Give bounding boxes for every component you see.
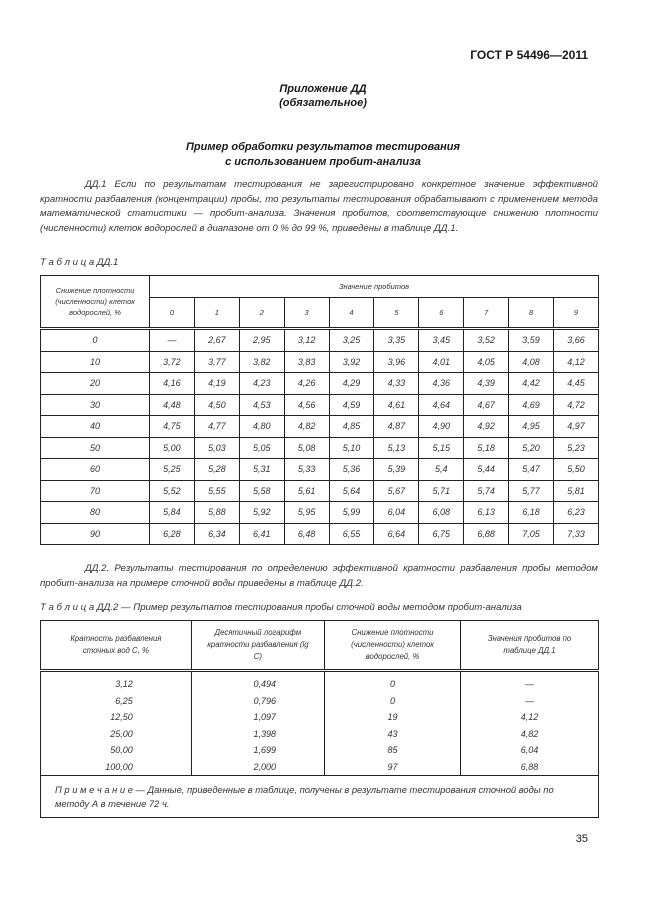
table-cell: 6,75	[419, 523, 464, 545]
table-cell: 1,699	[191, 742, 324, 759]
table-cell: 5,13	[374, 437, 419, 459]
column-header: 2	[239, 298, 284, 329]
table-cell: 3,52	[464, 329, 509, 352]
column-header: 6	[419, 298, 464, 329]
table-cell: 3,12	[41, 671, 192, 693]
table-cell: 25,00	[41, 726, 192, 743]
table-cell: 4,56	[284, 394, 329, 416]
table-cell: 4,45	[554, 373, 599, 395]
table-cell: 4,90	[419, 416, 464, 438]
column-header: 9	[554, 298, 599, 329]
table-cell: 4,33	[374, 373, 419, 395]
row-label: 30	[41, 394, 150, 416]
table-cell: 3,92	[329, 351, 374, 373]
table-cell: 5,00	[150, 437, 195, 459]
table-row	[41, 709, 599, 726]
table-cell: 4,92	[464, 416, 509, 438]
table-row	[41, 416, 599, 438]
table-cell: 4,36	[419, 373, 464, 395]
table-cell: 4,95	[509, 416, 554, 438]
table-cell: 4,85	[329, 416, 374, 438]
table-row	[41, 759, 599, 776]
table-cell: 5,33	[284, 459, 329, 481]
table-cell: 5,74	[464, 480, 509, 502]
table-cell: 6,08	[419, 502, 464, 524]
table-cell: 4,72	[554, 394, 599, 416]
table-row	[41, 459, 599, 481]
table-cell: 4,48	[150, 394, 195, 416]
annex-title: Приложение ДД	[279, 83, 367, 95]
table-cell: 5,99	[329, 502, 374, 524]
row-label: 90	[41, 523, 150, 545]
table-cell: 5,92	[239, 502, 284, 524]
table-cell: 3,83	[284, 351, 329, 373]
table-cell: 7,05	[509, 523, 554, 545]
table-cell: 6,64	[374, 523, 419, 545]
row-label: 60	[41, 459, 150, 481]
table-cell: 4,61	[374, 394, 419, 416]
table-cell: 4,16	[150, 373, 195, 395]
table-cell: 5,61	[284, 480, 329, 502]
table-cell: 4,05	[464, 351, 509, 373]
paragraph-dd2: ДД.2. Результаты тестирования по определению эффективной кратности разбавления пробы методом пробит-анализа на примере сточной воды приведены в таблице ДД.2.	[40, 563, 598, 589]
table-cell: —	[150, 329, 195, 352]
column-header: Снижение плотности (численности) клеток водорослей, %	[324, 621, 460, 671]
table1-caption: Т а б л и ц а ДД.1	[40, 257, 119, 268]
table-cell: 6,28	[150, 523, 195, 545]
table-cell: 6,18	[509, 502, 554, 524]
table-cell: 4,69	[509, 394, 554, 416]
table-cell: 4,08	[509, 351, 554, 373]
annex-status: (обязательное)	[279, 97, 367, 109]
table-cell: 0	[324, 693, 460, 710]
row-label: 50	[41, 437, 150, 459]
table-cell: 2,000	[191, 759, 324, 776]
row-header: Снижение плотности (численности) клеток водорослей, %	[41, 276, 150, 329]
table-cell: 6,34	[194, 523, 239, 545]
table-cell: 5,20	[509, 437, 554, 459]
table-cell: 5,58	[239, 480, 284, 502]
table-cell: 6,55	[329, 523, 374, 545]
row-label: 40	[41, 416, 150, 438]
table-row	[41, 671, 599, 693]
table-cell: 6,88	[461, 759, 599, 776]
table-cell: 19	[324, 709, 460, 726]
table-row	[41, 693, 599, 710]
table-cell: 3,82	[239, 351, 284, 373]
table-cell: 4,26	[284, 373, 329, 395]
table-cell: 3,59	[509, 329, 554, 352]
table-cell: 5,52	[150, 480, 195, 502]
table-cell: 4,97	[554, 416, 599, 438]
table-cell: 4,23	[239, 373, 284, 395]
row-label: 80	[41, 502, 150, 524]
column-header: Значения пробитов по таблице ДД.1	[461, 621, 599, 671]
table-cell: 100,00	[41, 759, 192, 776]
table-cell: 5,55	[194, 480, 239, 502]
table-cell: —	[461, 693, 599, 710]
table-cell: 5,50	[554, 459, 599, 481]
table-cell: 1,097	[191, 709, 324, 726]
table-cell: 4,29	[329, 373, 374, 395]
table-cell: 5,15	[419, 437, 464, 459]
table-cell: 5,05	[239, 437, 284, 459]
column-header: 0	[150, 298, 195, 329]
table-cell: 5,64	[329, 480, 374, 502]
table-cell: 4,19	[194, 373, 239, 395]
table-cell: 85	[324, 742, 460, 759]
table-row	[41, 742, 599, 759]
table-cell: 6,04	[461, 742, 599, 759]
column-header: 7	[464, 298, 509, 329]
table-cell: 6,88	[464, 523, 509, 545]
table-cell: 0	[324, 671, 460, 693]
page-number: 35	[575, 833, 588, 845]
table-cell: 5,10	[329, 437, 374, 459]
table-cell: 4,42	[509, 373, 554, 395]
section-title-line1: Пример обработки результатов тестирования	[185, 141, 460, 153]
table-cell: 12,50	[41, 709, 192, 726]
table-cell: 6,48	[284, 523, 329, 545]
table-cell: 4,87	[374, 416, 419, 438]
table-cell: 3,45	[419, 329, 464, 352]
table-cell: 0,494	[191, 671, 324, 693]
table-cell: 4,53	[239, 394, 284, 416]
table-row	[41, 726, 599, 743]
table-row	[41, 437, 599, 459]
table-cell: 5,4	[419, 459, 464, 481]
table-cell: 3,66	[554, 329, 599, 352]
table-cell: 5,44	[464, 459, 509, 481]
table-cell: 5,31	[239, 459, 284, 481]
table-cell: 5,71	[419, 480, 464, 502]
group-header: Значение пробитов	[150, 276, 599, 298]
table-cell: 4,75	[150, 416, 195, 438]
table-row	[41, 523, 599, 545]
table-cell: 4,67	[464, 394, 509, 416]
table-cell: 4,64	[419, 394, 464, 416]
table-cell: 4,59	[329, 394, 374, 416]
table-cell: 4,39	[464, 373, 509, 395]
table-row	[41, 373, 599, 395]
section-title-line2: с использованием пробит-анализа	[225, 156, 421, 168]
results-table	[40, 620, 599, 818]
table-cell: 5,47	[509, 459, 554, 481]
table-row	[41, 480, 599, 502]
table-cell: 2,95	[239, 329, 284, 352]
table2-caption: Т а б л и ц а ДД.2 — Пример результатов тестирования пробы сточной воды методом пробит-анализа	[40, 602, 522, 613]
table-cell: 5,08	[284, 437, 329, 459]
row-label: 10	[41, 351, 150, 373]
table-cell: 5,67	[374, 480, 419, 502]
table-cell: 3,35	[374, 329, 419, 352]
table-cell: 3,96	[374, 351, 419, 373]
table-cell: 3,25	[329, 329, 374, 352]
table-cell: 5,39	[374, 459, 419, 481]
document-header: ГОСТ Р 54496—2011	[470, 48, 588, 62]
table-row	[41, 329, 599, 352]
table-cell: 97	[324, 759, 460, 776]
table-cell: 5,84	[150, 502, 195, 524]
table-cell: 5,81	[554, 480, 599, 502]
column-header: Кратность разбавления сточных вод С, %	[41, 621, 192, 671]
probit-table	[40, 275, 599, 545]
table-cell: 5,88	[194, 502, 239, 524]
table-cell: 5,36	[329, 459, 374, 481]
table-cell: 5,95	[284, 502, 329, 524]
paragraph-dd1: ДД.1 Если по результатам тестирования не зарегистрировано конкретное значение эффективной кратности разбавления (концентрации) пробы, то результаты тестирования обрабатывают с применением метода математической статистики — пробит-анализа. Значения пробитов, соответствующие снижению плотности (численности) клеток водорослей в диапазоне от 0 % до 99 %, приведены в таблице ДД.1.	[40, 179, 598, 234]
table-cell: 4,12	[461, 709, 599, 726]
row-label: 0	[41, 329, 150, 352]
table-cell: 5,23	[554, 437, 599, 459]
table-cell: 4,12	[554, 351, 599, 373]
table-cell: 6,23	[554, 502, 599, 524]
table-cell: 4,80	[239, 416, 284, 438]
column-header: 4	[329, 298, 374, 329]
table-cell: 6,41	[239, 523, 284, 545]
table-cell: 4,82	[461, 726, 599, 743]
table-cell: 4,50	[194, 394, 239, 416]
table-cell: 2,67	[194, 329, 239, 352]
table-cell: 1,398	[191, 726, 324, 743]
table-cell: 5,18	[464, 437, 509, 459]
table-cell: 50,00	[41, 742, 192, 759]
table-cell: 0,796	[191, 693, 324, 710]
table-cell: 4,77	[194, 416, 239, 438]
table-row	[41, 502, 599, 524]
table-cell: 6,04	[374, 502, 419, 524]
column-header: Десятичный логарифм кратности разбавления (lg C)	[191, 621, 324, 671]
row-label: 70	[41, 480, 150, 502]
row-label: 20	[41, 373, 150, 395]
table-cell: 4,01	[419, 351, 464, 373]
table-cell: 7,33	[554, 523, 599, 545]
table-cell: 6,25	[41, 693, 192, 710]
table-cell: 3,72	[150, 351, 195, 373]
table-cell: 3,77	[194, 351, 239, 373]
table-row	[41, 394, 599, 416]
table-cell: 5,25	[150, 459, 195, 481]
column-header: 3	[284, 298, 329, 329]
table-cell: 5,03	[194, 437, 239, 459]
column-header: 1	[194, 298, 239, 329]
table-cell: —	[461, 671, 599, 693]
table-note: П р и м е ч а н и е — Данные, приведенные в таблице, получены в результате тестирования сточной воды по методу А в течение 72 ч.	[41, 776, 599, 818]
column-header: 8	[509, 298, 554, 329]
table-cell: 4,82	[284, 416, 329, 438]
table-cell: 6,13	[464, 502, 509, 524]
table-cell: 3,12	[284, 329, 329, 352]
table-cell: 5,28	[194, 459, 239, 481]
table-cell: 5,77	[509, 480, 554, 502]
table-cell: 43	[324, 726, 460, 743]
column-header: 5	[374, 298, 419, 329]
table-row	[41, 351, 599, 373]
